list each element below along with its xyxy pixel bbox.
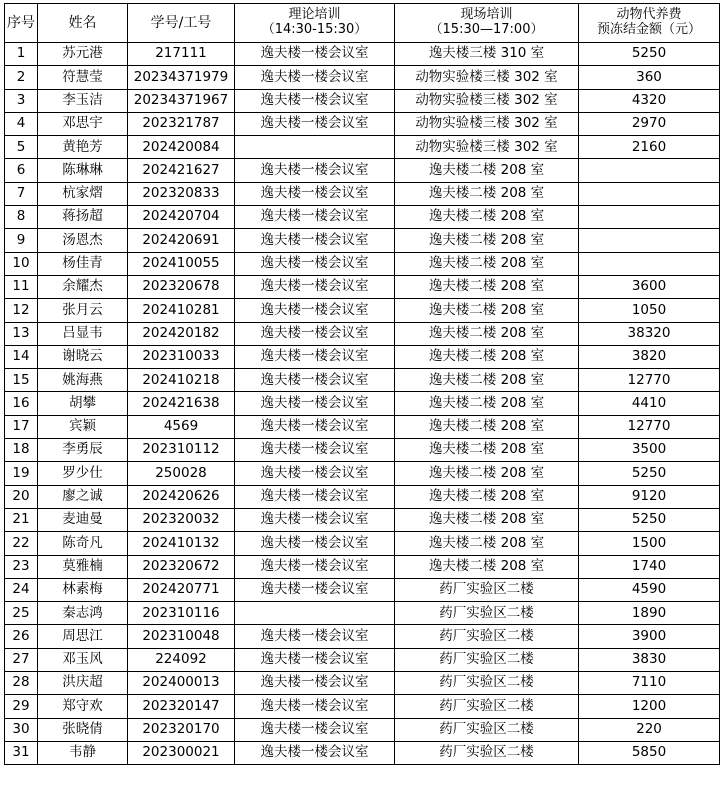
cell-theory-location: 逸夫楼一楼会议室 [235,415,395,438]
cell-site-location: 逸夫楼二楼 208 室 [395,555,579,578]
header-fee-line2: 预冻结金额（元） [596,22,701,37]
cell-serial-no: 28 [5,672,38,695]
cell-student-staff-id: 202321787 [128,112,235,135]
cell-theory-location: 逸夫楼一楼会议室 [235,345,395,368]
cell-serial-no: 20 [5,485,38,508]
header-animal-fee [579,4,720,43]
cell-frozen-fee: 1740 [579,555,720,578]
cell-frozen-fee: 5250 [579,462,720,485]
cell-name: 黄艳芳 [38,136,128,159]
cell-site-location: 动物实验楼三楼 302 室 [395,112,579,135]
table-row [5,206,720,229]
cell-name: 杭家熠 [38,182,128,205]
cell-name: 邓玉风 [38,648,128,671]
cell-name: 吕显韦 [38,322,128,345]
cell-name: 汤恩杰 [38,229,128,252]
cell-theory-location: 逸夫楼一楼会议室 [235,462,395,485]
cell-theory-location: 逸夫楼一楼会议室 [235,252,395,275]
header-site-training [395,4,579,43]
cell-theory-location: 逸夫楼一楼会议室 [235,508,395,531]
header-theory-title: 理论培训 [288,7,341,23]
cell-frozen-fee: 3900 [579,625,720,648]
cell-theory-location: 逸夫楼一楼会议室 [235,182,395,205]
cell-frozen-fee: 12770 [579,369,720,392]
table-row [5,741,720,764]
table-row [5,322,720,345]
header-site-title: 现场培训 [460,7,513,23]
cell-theory-location: 逸夫楼一楼会议室 [235,112,395,135]
table-row [5,508,720,531]
cell-serial-no: 23 [5,555,38,578]
cell-student-staff-id: 20234371967 [128,89,235,112]
cell-frozen-fee: 3820 [579,345,720,368]
cell-site-location: 药厂实验区二楼 [395,695,579,718]
header-site-time: （15:30—17:00） [429,22,544,37]
cell-frozen-fee: 9120 [579,485,720,508]
cell-name: 杨佳青 [38,252,128,275]
cell-student-staff-id: 202300021 [128,741,235,764]
cell-name: 张晓倩 [38,718,128,741]
cell-student-staff-id: 202400013 [128,672,235,695]
cell-name: 林素梅 [38,578,128,601]
cell-name: 姚海燕 [38,369,128,392]
cell-student-staff-id: 202420691 [128,229,235,252]
cell-serial-no: 2 [5,66,38,89]
table-row [5,229,720,252]
cell-name: 李玉洁 [38,89,128,112]
cell-frozen-fee: 4590 [579,578,720,601]
cell-site-location: 逸夫楼二楼 208 室 [395,159,579,182]
cell-student-staff-id: 202320672 [128,555,235,578]
cell-name: 李勇辰 [38,439,128,462]
cell-site-location: 逸夫楼二楼 208 室 [395,415,579,438]
cell-frozen-fee: 38320 [579,322,720,345]
cell-site-location: 逸夫楼二楼 208 室 [395,229,579,252]
cell-serial-no: 18 [5,439,38,462]
cell-theory-location: 逸夫楼一楼会议室 [235,206,395,229]
cell-site-location: 逸夫楼二楼 208 室 [395,508,579,531]
cell-frozen-fee: 5850 [579,741,720,764]
cell-student-staff-id: 202310112 [128,439,235,462]
cell-theory-location: 逸夫楼一楼会议室 [235,578,395,601]
table-row [5,485,720,508]
cell-student-staff-id: 202320032 [128,508,235,531]
cell-student-staff-id: 224092 [128,648,235,671]
cell-site-location: 逸夫楼二楼 208 室 [395,299,579,322]
table-row [5,578,720,601]
cell-name: 张月云 [38,299,128,322]
cell-student-staff-id: 202421638 [128,392,235,415]
cell-name: 廖之诚 [38,485,128,508]
cell-serial-no: 27 [5,648,38,671]
cell-frozen-fee: 4320 [579,89,720,112]
cell-frozen-fee: 1200 [579,695,720,718]
cell-student-staff-id: 202320170 [128,718,235,741]
table-row [5,415,720,438]
cell-theory-location: 逸夫楼一楼会议室 [235,159,395,182]
table-row [5,369,720,392]
table-row [5,252,720,275]
table-row [5,136,720,159]
cell-site-location: 药厂实验区二楼 [395,578,579,601]
table-row [5,159,720,182]
cell-name: 韦静 [38,741,128,764]
cell-site-location: 逸夫楼二楼 208 室 [395,392,579,415]
header-serial-no: 序号 [5,4,38,43]
cell-theory-location: 逸夫楼一楼会议室 [235,43,395,66]
cell-theory-location: 逸夫楼一楼会议室 [235,625,395,648]
table-row [5,43,720,66]
header-student-staff-id: 学号/工号 [128,4,235,43]
cell-student-staff-id: 202421627 [128,159,235,182]
cell-site-location: 逸夫楼二楼 208 室 [395,322,579,345]
cell-student-staff-id: 202420182 [128,322,235,345]
cell-theory-location: 逸夫楼一楼会议室 [235,322,395,345]
cell-serial-no: 10 [5,252,38,275]
cell-theory-location [235,136,395,159]
cell-site-location: 药厂实验区二楼 [395,718,579,741]
cell-serial-no: 1 [5,43,38,66]
cell-site-location: 逸夫楼二楼 208 室 [395,532,579,555]
cell-serial-no: 16 [5,392,38,415]
cell-site-location: 逸夫楼三楼 310 室 [395,43,579,66]
cell-name: 谢晓云 [38,345,128,368]
cell-theory-location: 逸夫楼一楼会议室 [235,89,395,112]
cell-site-location: 逸夫楼二楼 208 室 [395,485,579,508]
cell-frozen-fee: 3500 [579,439,720,462]
cell-student-staff-id: 202310048 [128,625,235,648]
cell-theory-location: 逸夫楼一楼会议室 [235,66,395,89]
cell-frozen-fee: 12770 [579,415,720,438]
cell-name: 秦志鸿 [38,602,128,625]
cell-frozen-fee [579,159,720,182]
cell-student-staff-id: 250028 [128,462,235,485]
cell-student-staff-id: 202320833 [128,182,235,205]
cell-theory-location [235,602,395,625]
cell-site-location: 药厂实验区二楼 [395,602,579,625]
table-row [5,299,720,322]
cell-site-location: 逸夫楼二楼 208 室 [395,439,579,462]
cell-theory-location: 逸夫楼一楼会议室 [235,392,395,415]
table-row [5,672,720,695]
cell-theory-location: 逸夫楼一楼会议室 [235,275,395,298]
cell-serial-no: 14 [5,345,38,368]
cell-theory-location: 逸夫楼一楼会议室 [235,369,395,392]
cell-serial-no: 6 [5,159,38,182]
header-theory-time: （14:30-15:30） [261,22,368,37]
cell-frozen-fee: 360 [579,66,720,89]
cell-name: 邓思宇 [38,112,128,135]
cell-frozen-fee [579,182,720,205]
table-row [5,532,720,555]
cell-theory-location: 逸夫楼一楼会议室 [235,299,395,322]
table-row [5,695,720,718]
cell-frozen-fee: 2160 [579,136,720,159]
cell-serial-no: 11 [5,275,38,298]
cell-frozen-fee: 1500 [579,532,720,555]
cell-frozen-fee: 3600 [579,275,720,298]
cell-name: 罗少仕 [38,462,128,485]
cell-student-staff-id: 202420771 [128,578,235,601]
header-name: 姓名 [38,4,128,43]
table-row [5,648,720,671]
cell-serial-no: 31 [5,741,38,764]
cell-serial-no: 24 [5,578,38,601]
table-body [5,43,720,765]
cell-student-staff-id: 20234371979 [128,66,235,89]
cell-site-location: 药厂实验区二楼 [395,648,579,671]
cell-serial-no: 25 [5,602,38,625]
table-row [5,275,720,298]
cell-student-staff-id: 202410218 [128,369,235,392]
cell-frozen-fee: 2970 [579,112,720,135]
cell-frozen-fee: 4410 [579,392,720,415]
cell-serial-no: 7 [5,182,38,205]
cell-site-location: 逸夫楼二楼 208 室 [395,182,579,205]
cell-theory-location: 逸夫楼一楼会议室 [235,672,395,695]
table-header [5,4,720,43]
cell-site-location: 逸夫楼二楼 208 室 [395,275,579,298]
cell-site-location: 逸夫楼二楼 208 室 [395,369,579,392]
cell-student-staff-id: 4569 [128,415,235,438]
header-row [5,4,720,43]
cell-theory-location: 逸夫楼一楼会议室 [235,555,395,578]
cell-student-staff-id: 202410055 [128,252,235,275]
cell-site-location: 动物实验楼三楼 302 室 [395,89,579,112]
cell-serial-no: 12 [5,299,38,322]
cell-frozen-fee: 7110 [579,672,720,695]
cell-name: 符慧莹 [38,66,128,89]
cell-frozen-fee [579,252,720,275]
cell-name: 蒋扬超 [38,206,128,229]
table-row [5,718,720,741]
cell-site-location: 逸夫楼二楼 208 室 [395,345,579,368]
cell-student-staff-id: 202420626 [128,485,235,508]
cell-theory-location: 逸夫楼一楼会议室 [235,741,395,764]
cell-name: 余耀杰 [38,275,128,298]
table-row [5,602,720,625]
cell-serial-no: 3 [5,89,38,112]
table-row [5,182,720,205]
table-row [5,392,720,415]
cell-name: 陈奇凡 [38,532,128,555]
cell-frozen-fee [579,206,720,229]
cell-site-location: 药厂实验区二楼 [395,672,579,695]
cell-name: 洪庆超 [38,672,128,695]
cell-site-location: 动物实验楼三楼 302 室 [395,66,579,89]
cell-serial-no: 4 [5,112,38,135]
cell-name: 莫雅楠 [38,555,128,578]
cell-frozen-fee [579,229,720,252]
cell-frozen-fee: 220 [579,718,720,741]
cell-site-location: 逸夫楼二楼 208 室 [395,206,579,229]
table-row [5,345,720,368]
cell-serial-no: 30 [5,718,38,741]
cell-site-location: 逸夫楼二楼 208 室 [395,252,579,275]
header-fee-line1: 动物代养费 [616,7,682,23]
cell-serial-no: 8 [5,206,38,229]
cell-theory-location: 逸夫楼一楼会议室 [235,648,395,671]
table-row [5,66,720,89]
cell-name: 苏元港 [38,43,128,66]
cell-theory-location: 逸夫楼一楼会议室 [235,229,395,252]
cell-serial-no: 19 [5,462,38,485]
cell-site-location: 动物实验楼三楼 302 室 [395,136,579,159]
cell-frozen-fee: 1890 [579,602,720,625]
cell-site-location: 药厂实验区二楼 [395,741,579,764]
cell-serial-no: 13 [5,322,38,345]
cell-student-staff-id: 202410132 [128,532,235,555]
table-row [5,625,720,648]
cell-frozen-fee: 5250 [579,43,720,66]
cell-name: 麦迪曼 [38,508,128,531]
cell-site-location: 逸夫楼二楼 208 室 [395,462,579,485]
cell-name: 胡攀 [38,392,128,415]
table-row [5,439,720,462]
cell-student-staff-id: 202420084 [128,136,235,159]
table-row [5,462,720,485]
cell-student-staff-id: 202320678 [128,275,235,298]
cell-serial-no: 9 [5,229,38,252]
cell-student-staff-id: 217111 [128,43,235,66]
cell-theory-location: 逸夫楼一楼会议室 [235,695,395,718]
cell-theory-location: 逸夫楼一楼会议室 [235,439,395,462]
cell-student-staff-id: 202420704 [128,206,235,229]
cell-site-location: 药厂实验区二楼 [395,625,579,648]
table-row [5,89,720,112]
training-roster-table [4,3,720,765]
cell-name: 陈琳琳 [38,159,128,182]
cell-frozen-fee: 1050 [579,299,720,322]
cell-serial-no: 26 [5,625,38,648]
cell-name: 郑守欢 [38,695,128,718]
cell-theory-location: 逸夫楼一楼会议室 [235,718,395,741]
cell-serial-no: 17 [5,415,38,438]
cell-student-staff-id: 202310116 [128,602,235,625]
cell-theory-location: 逸夫楼一楼会议室 [235,532,395,555]
cell-frozen-fee: 3830 [579,648,720,671]
cell-serial-no: 21 [5,508,38,531]
table-row [5,112,720,135]
training-roster-sheet [4,3,720,765]
cell-student-staff-id: 202310033 [128,345,235,368]
header-theory-training [235,4,395,43]
cell-serial-no: 15 [5,369,38,392]
cell-student-staff-id: 202410281 [128,299,235,322]
table-row [5,555,720,578]
cell-frozen-fee: 5250 [579,508,720,531]
cell-student-staff-id: 202320147 [128,695,235,718]
cell-name: 周思江 [38,625,128,648]
cell-serial-no: 29 [5,695,38,718]
cell-name: 宾颖 [38,415,128,438]
cell-serial-no: 5 [5,136,38,159]
cell-theory-location: 逸夫楼一楼会议室 [235,485,395,508]
cell-serial-no: 22 [5,532,38,555]
